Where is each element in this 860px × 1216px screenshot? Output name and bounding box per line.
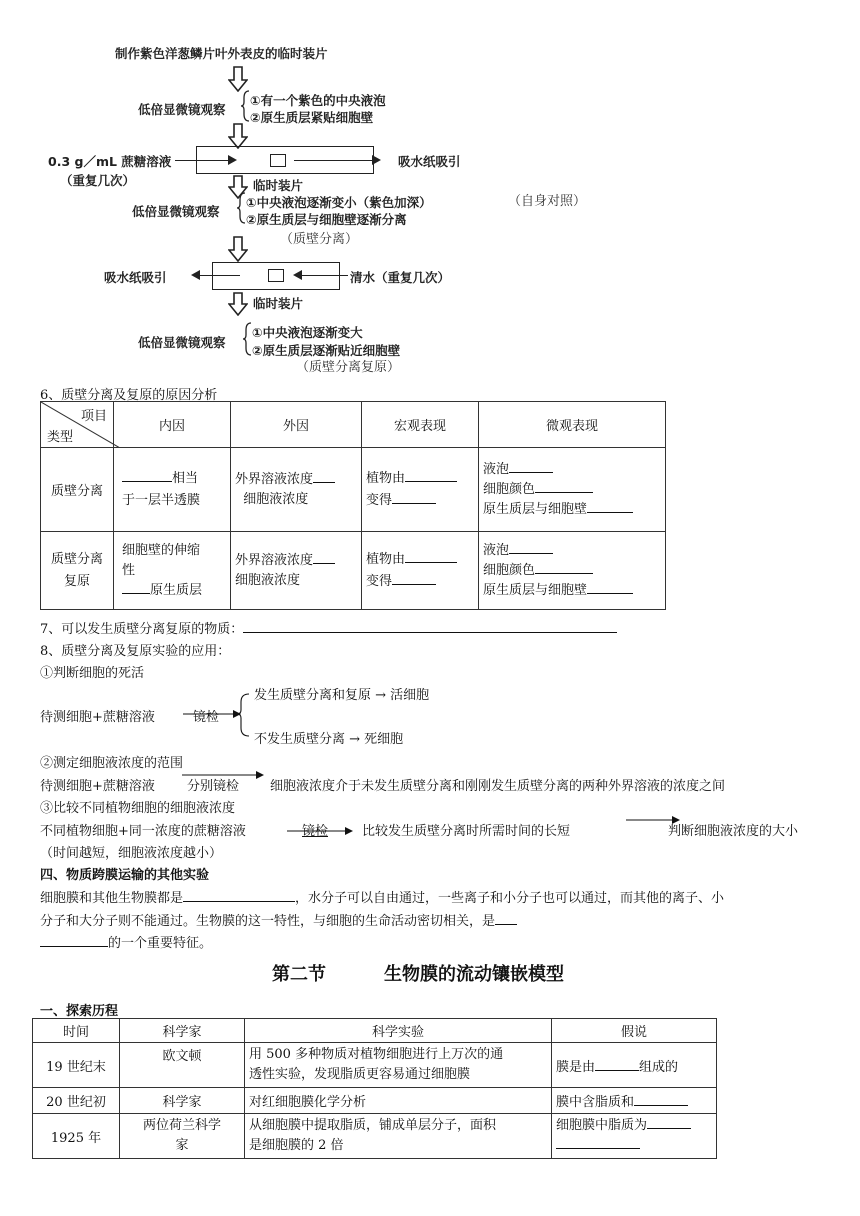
sec6-title: 6、质壁分离及复原的原因分析	[40, 388, 218, 403]
blank[interactable]	[40, 934, 108, 947]
inner-cell	[114, 532, 231, 610]
a-bottom: 不发生质壁分离 → 死细胞	[254, 732, 404, 747]
absorb-left: 吸水纸吸引	[104, 270, 167, 285]
down-arrow-icon	[228, 292, 248, 316]
hyp-text: 细胞膜中脂质为	[556, 1118, 648, 1133]
col-header: 宏观表现	[362, 402, 479, 448]
inner-cell	[114, 448, 231, 532]
sec4-text: 分子和大分子则不能通过。生物膜的这一特性，与细胞的生命活动密切相关，是	[40, 914, 496, 929]
experiment-cell	[245, 1114, 552, 1159]
type-cell: 质壁分离	[41, 448, 114, 532]
step3-item-2: ②原生质层逐渐贴近细胞壁	[252, 343, 401, 358]
c-note: （时间越短，细胞液浓度越小）	[40, 846, 223, 861]
history-table	[32, 1018, 717, 1159]
blank[interactable]	[313, 551, 335, 564]
macro-text: 植物由	[366, 551, 406, 567]
down-arrow-icon	[228, 66, 248, 92]
exp-text: 用 500 多种物质对植物细胞进行上万次的通	[249, 1047, 504, 1062]
slide-label-2: 临时装片	[253, 296, 304, 311]
absorb-right: 吸水纸吸引	[398, 154, 461, 169]
step2-label: 低倍显微镜观察	[132, 204, 220, 219]
brace-icon	[236, 192, 246, 224]
micro-text: 原生质层与细胞壁	[483, 582, 588, 598]
section2-title-b: 生物膜的流动镶嵌模型	[384, 964, 564, 985]
step3-label: 低倍显微镜观察	[138, 335, 226, 350]
hyp-text: 膜中含脂质和	[556, 1095, 635, 1110]
sci-text: 家	[175, 1138, 189, 1153]
micro-text: 液泡	[483, 542, 510, 558]
a-top: 发生质壁分离和复原 → 活细胞	[254, 688, 430, 703]
sucrose-label: 0.3 g／mL 蔗糖溶液	[48, 154, 172, 169]
arrow-right-icon	[372, 155, 382, 165]
type-text: 质壁分离	[50, 551, 103, 567]
blank[interactable]	[595, 1058, 639, 1071]
c-left: 不同植物细胞+同一浓度的蔗糖溶液	[40, 824, 246, 839]
sec7-text: 7、可以发生质壁分离复原的物质：	[40, 622, 244, 637]
blank[interactable]	[243, 620, 617, 633]
time-cell: 19 世纪末	[33, 1043, 120, 1088]
sec4-p1	[40, 887, 724, 906]
micro-text: 细胞颜色	[483, 562, 536, 578]
scientist-cell	[120, 1114, 245, 1159]
macro-text: 植物由	[366, 470, 406, 486]
sec8-title: 8、质壁分离及复原实验的应用：	[40, 644, 231, 659]
water-label: 清水（重复几次）	[350, 270, 451, 285]
outer-cell	[231, 448, 362, 532]
macro-text: 变得	[366, 573, 393, 589]
branch-arrow-icon	[183, 692, 263, 742]
time-cell: 1925 年	[33, 1114, 120, 1159]
sec4-text: 的一个重要特征。	[108, 936, 213, 951]
c-mid: 比较发生质壁分离时所需时间的长短	[362, 824, 571, 839]
brace-icon	[240, 90, 250, 122]
sec7-line	[40, 618, 617, 637]
step1-label: 低倍显微镜观察	[138, 102, 226, 117]
absorb-line-right	[294, 160, 374, 161]
slide-label-1: 临时装片	[253, 178, 304, 193]
coverslip-1	[270, 154, 286, 167]
macro-cell	[362, 532, 479, 610]
time-cell: 20 世纪初	[33, 1088, 120, 1114]
b-right: 细胞液浓度介于未发生质壁分离和刚刚发生质壁分离的两种外界溶液的浓度之间	[270, 779, 726, 794]
sec8-b-title: ②测定细胞液浓度的范围	[40, 756, 184, 771]
diag-top: 项目	[80, 409, 107, 424]
exp-text: 透性实验，发现脂质更容易通过细胞膜	[249, 1067, 471, 1082]
recovery-label: （质壁分离复原）	[296, 360, 401, 375]
coverslip-2	[268, 269, 284, 282]
blank[interactable]	[405, 550, 457, 563]
step1-item-1: ①有一个紫色的中央液泡	[250, 93, 386, 108]
flow-title: 制作紫色洋葱鳞片叶外表皮的临时装片	[115, 46, 328, 61]
b-arrow-label: 分别镜检	[187, 779, 240, 794]
blank[interactable]	[535, 561, 593, 574]
arrow-right-icon	[182, 768, 266, 782]
cause-table	[40, 401, 666, 610]
hyp-text: 膜是由	[556, 1059, 596, 1075]
blank[interactable]	[405, 469, 457, 482]
col-header: 微观表现	[479, 402, 666, 448]
diag-bottom: 类型	[47, 430, 74, 445]
blank[interactable]	[647, 1116, 691, 1129]
macro-cell	[362, 448, 479, 532]
sucrose-repeat: （重复几次）	[60, 173, 136, 188]
outer-text: 外界溶液浓度	[235, 552, 314, 568]
micro-cell	[479, 448, 666, 532]
diagonal-header-cell	[41, 402, 114, 448]
micro-cell	[479, 532, 666, 610]
a-arrow-label: 镜检	[193, 710, 220, 725]
blank[interactable]	[535, 480, 593, 493]
micro-text: 细胞颜色	[483, 481, 536, 497]
history-subtitle: 一、探索历程	[40, 1004, 119, 1019]
sec8-a-title: ①判断细胞的死活	[40, 666, 145, 681]
outer-text: 细胞液浓度	[235, 572, 301, 588]
table-header-row	[33, 1019, 717, 1043]
exp-text: 是细胞膜的 2 倍	[249, 1138, 344, 1153]
blank[interactable]	[392, 491, 436, 504]
blank[interactable]	[587, 581, 633, 594]
sec4-text: ，水分子可以自由通过，一些离子和小分子也可以通过，而其他的离子、小	[295, 891, 725, 906]
sec4-p3	[40, 932, 212, 951]
hypothesis-cell	[552, 1088, 717, 1114]
section2-title-a: 第二节	[272, 964, 326, 985]
inner-text: 相当	[172, 470, 199, 486]
blank[interactable]	[313, 470, 335, 483]
hypothesis-cell	[552, 1043, 717, 1088]
blank[interactable]	[122, 469, 172, 482]
blank[interactable]	[183, 889, 295, 902]
micro-text: 液泡	[483, 461, 510, 477]
scientist-cell: 欧文顿	[120, 1043, 245, 1088]
water-line	[300, 275, 348, 276]
micro-text: 原生质层与细胞壁	[483, 501, 588, 517]
brace-icon	[242, 322, 252, 356]
step3-item-1: ①中央液泡逐渐变大	[252, 325, 363, 340]
blank[interactable]	[509, 460, 553, 473]
macro-text: 变得	[366, 492, 393, 508]
arrow-left-icon	[292, 270, 302, 280]
step2-item-2: ②原生质层与细胞壁逐渐分离	[246, 212, 407, 227]
sec4-title: 四、物质跨膜运输的其他实验	[40, 868, 210, 883]
hypothesis-cell	[552, 1114, 717, 1159]
col-header: 科学实验	[245, 1019, 552, 1043]
experiment-cell: 对红细胞膜化学分析	[245, 1088, 552, 1114]
table-row	[33, 1114, 717, 1159]
self-compare: （自身对照）	[508, 194, 587, 209]
b-left: 待测细胞+蔗糖溶液	[40, 779, 155, 794]
sci-text: 两位荷兰科学	[142, 1118, 221, 1133]
col-header: 时间	[33, 1019, 120, 1043]
outer-text: 细胞液浓度	[243, 491, 309, 507]
arrow-right-icon	[287, 826, 355, 836]
blank[interactable]	[634, 1093, 688, 1106]
outer-cell	[231, 532, 362, 610]
hyp-text: 组成的	[639, 1059, 679, 1075]
inner-text: 于一层半透膜	[122, 492, 201, 508]
a-left: 待测细胞+蔗糖溶液	[40, 710, 155, 725]
blank[interactable]	[122, 581, 150, 594]
step2-item-1: ①中央液泡逐渐变小（紫色加深）	[246, 195, 432, 210]
experiment-cell	[245, 1043, 552, 1088]
table-row	[33, 1043, 717, 1088]
type-text: 复原	[63, 573, 90, 589]
outer-text: 外界溶液浓度	[235, 471, 314, 487]
table-row	[41, 448, 666, 532]
col-header: 科学家	[120, 1019, 245, 1043]
step1-item-2: ②原生质层紧贴细胞壁	[250, 110, 374, 125]
c-arrow-label: 镜检	[302, 824, 329, 839]
table-row	[41, 532, 666, 610]
down-arrow-icon	[228, 236, 248, 262]
sec8-c-title: ③比较不同植物细胞的细胞液浓度	[40, 801, 236, 816]
inner-text: 原生质层	[150, 582, 203, 598]
col-header: 假说	[552, 1019, 717, 1043]
inner-text: 细胞壁的伸缩	[122, 542, 201, 558]
col-header: 外因	[231, 402, 362, 448]
plasmolysis-label: （质壁分离）	[280, 232, 359, 247]
blank[interactable]	[556, 1136, 640, 1149]
blank[interactable]	[587, 500, 633, 513]
sec4-p2	[40, 910, 517, 929]
blank[interactable]	[495, 912, 517, 925]
col-header: 内因	[114, 402, 231, 448]
blank[interactable]	[392, 572, 436, 585]
inner-text: 性	[122, 562, 136, 578]
blank[interactable]	[509, 541, 553, 554]
type-cell	[41, 532, 114, 610]
scientist-cell: 科学家	[120, 1088, 245, 1114]
exp-text: 从细胞膜中提取脂质，铺成单层分子，面积	[249, 1118, 497, 1133]
table-row	[33, 1088, 717, 1114]
c-right: 判断细胞液浓度的大小	[668, 824, 799, 839]
sec4-text: 细胞膜和其他生物膜都是	[40, 891, 184, 906]
